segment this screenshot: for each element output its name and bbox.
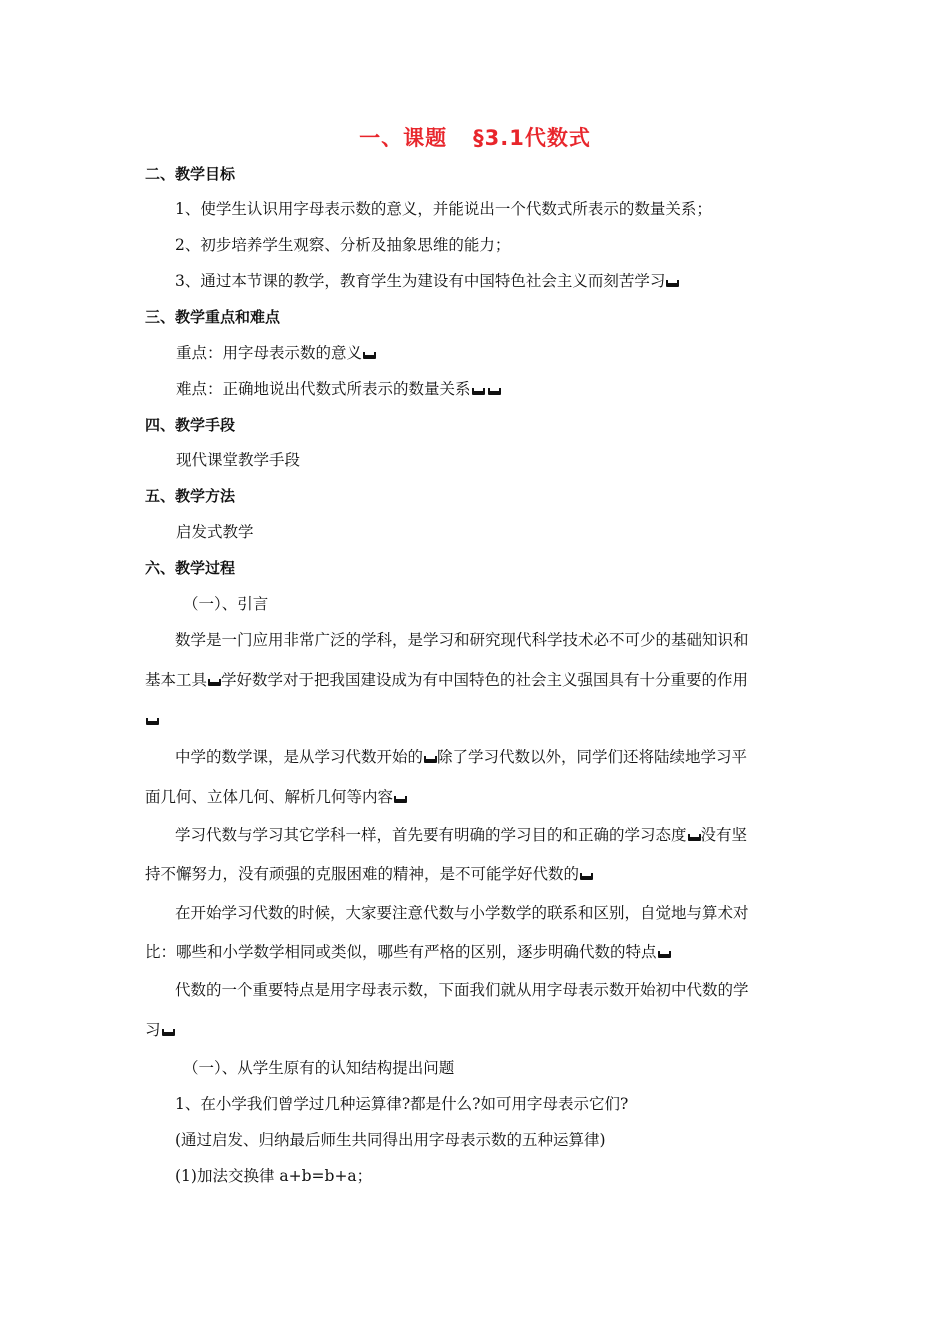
objective-item: 1、使学生认识用字母表示数的意义，并能说出一个代数式所表示的数量关系； [175, 200, 712, 218]
period-mark [208, 682, 221, 686]
subsection-problem: （一）、从学生原有的认知结构提出问题 [183, 1059, 455, 1077]
paragraph-line: 在开始学习代数的时候，大家要注意代数与小学数学的联系和区别，自觉地与算术对 [175, 904, 749, 922]
period-mark [580, 876, 593, 880]
paragraph-line: 面几何、立体几何、解析几何等内容 [145, 786, 407, 808]
period-mark [146, 721, 159, 725]
paragraph-line: 习 [145, 1019, 175, 1041]
section-heading-process: 六、教学过程 [145, 559, 236, 577]
paragraph-line [145, 708, 159, 730]
key-point: 重点：用字母表示数的意义 [176, 342, 376, 364]
period-mark [394, 799, 407, 803]
objective-item: 2、初步培养学生观察、分析及抽象思维的能力； [175, 236, 511, 254]
paragraph-line: 中学的数学课，是从学习代数开始的 除了学习代数以外，同学们还将陆续地学习平 [175, 748, 748, 766]
question-line: 1、在小学我们曾学过几种运算律?都是什么?如可用字母表示它们? [175, 1095, 629, 1113]
paragraph-line: 基本工具 学好数学对于把我国建设成为有中国特色的社会主义强国具有十分重要的作用 [145, 671, 749, 689]
paragraph-line: 学习代数与学习其它学科一样，首先要有明确的学习目的和正确的学习态度 没有坚 [175, 826, 748, 844]
law-item: (1)加法交换律 a+b=b+a； [175, 1167, 373, 1185]
period-mark [363, 355, 376, 359]
section-heading-objectives: 二、教学目标 [145, 165, 236, 183]
period-mark [488, 391, 501, 395]
section-heading-means: 四、教学手段 [145, 416, 236, 434]
period-mark [472, 391, 485, 395]
paragraph-line: 比：哪些和小学数学相同或类似，哪些有严格的区别，逐步明确代数的特点 [145, 941, 671, 963]
method-text: 启发式教学 [176, 523, 254, 541]
section-heading-method: 五、教学方法 [145, 487, 236, 505]
period-mark [162, 1032, 175, 1036]
section-heading-key-points: 三、教学重点和难点 [145, 308, 281, 326]
objective-item: 3、通过本节课的教学，教育学生为建设有中国特色社会主义而刻苦学习 [175, 270, 679, 292]
paragraph-line: 持不懈努力，没有顽强的克服困难的精神，是不可能学好代数的 [145, 863, 593, 885]
subsection-intro: （一）、引言 [183, 595, 269, 613]
period-mark [666, 283, 679, 287]
question-note: (通过启发、归纳最后师生共同得出用字母表示数的五种运算律) [175, 1131, 606, 1149]
means-text: 现代课堂教学手段 [176, 451, 301, 469]
title-topic-label: 一、课题 [359, 126, 448, 150]
page-title [0, 122, 950, 152]
difficult-point: 难点：正确地说出代数式所表示的数量关系 [176, 378, 501, 400]
period-mark [658, 954, 671, 958]
period-mark [688, 837, 701, 841]
period-mark [424, 759, 437, 763]
title-lesson-name: §3.1代数式 [473, 126, 591, 150]
paragraph-line: 代数的一个重要特点是用字母表示数，下面我们就从用字母表示数开始初中代数的学 [175, 981, 749, 999]
paragraph-line: 数学是一门应用非常广泛的学科，是学习和研究现代科学技术必不可少的基础知识和 [175, 631, 749, 649]
